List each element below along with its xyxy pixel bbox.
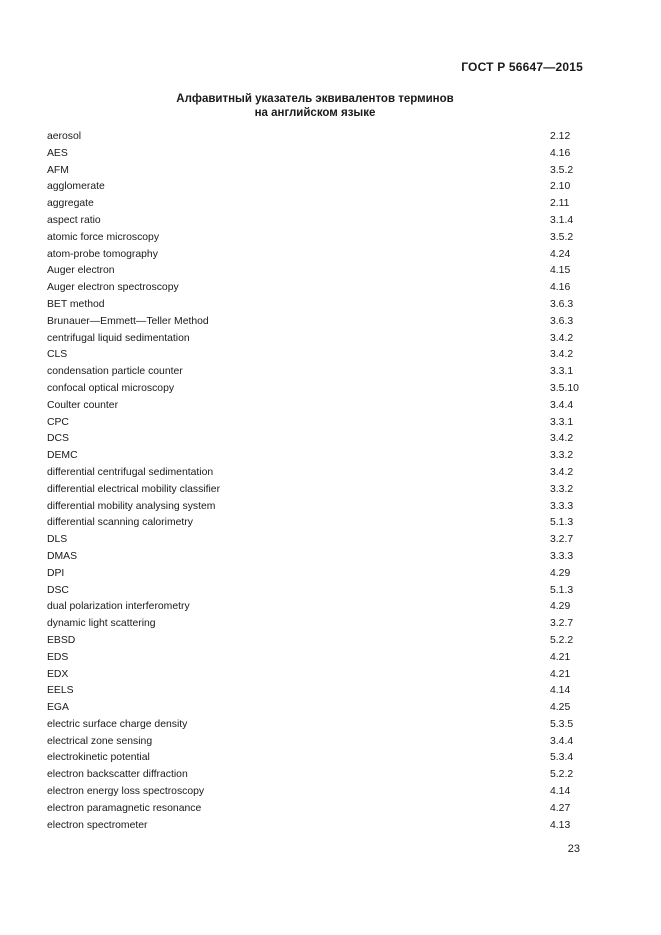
index-entry [47,633,585,650]
index-term: electric surface charge density [47,718,188,730]
index-entry [47,230,585,247]
index-entry [47,616,585,633]
index-section-ref: 4.16 [550,147,571,159]
index-entry [47,213,585,230]
index-term: CLS [47,349,68,361]
index-section-ref: 5.1.3 [550,517,574,529]
index-section-ref: 5.3.5 [550,718,574,730]
index-entry [47,683,585,700]
index-entry [47,381,585,398]
index-term: DLS [47,534,68,546]
index-term: aspect ratio [47,214,101,226]
document-standard-code: ГОСТ Р 56647—2015 [461,60,583,74]
index-term: DMAS [47,550,78,562]
index-section-ref: 5.2.2 [550,634,574,646]
index-entry [47,667,585,684]
index-entry [47,163,585,180]
index-entry [47,818,585,835]
index-entry [47,364,585,381]
index-term: AFM [47,164,69,176]
index-section-ref: 4.25 [550,702,571,714]
index-section-ref: 5.3.4 [550,752,574,764]
index-entry [47,532,585,549]
index-section-ref: 3.4.4 [550,735,574,747]
index-entry [47,297,585,314]
index-entry [47,750,585,767]
index-term: atom-probe tomography [47,248,158,260]
index-section-ref: 5.2.2 [550,769,574,781]
index-section-ref: 3.2.7 [550,618,574,630]
index-term: DPI [47,567,65,579]
index-term: dynamic light scattering [47,618,156,630]
index-term: electron spectrometer [47,819,148,831]
index-term: electrokinetic potential [47,752,150,764]
index-term: electron energy loss spectroscopy [47,786,205,798]
index-section-ref: 3.3.3 [550,550,574,562]
index-entry [47,247,585,264]
index-entry [47,196,585,213]
index-section-ref: 3.3.3 [550,500,574,512]
index-term: differential centrifugal sedimentation [47,466,214,478]
index-term: electrical zone sensing [47,735,153,747]
index-section-ref: 4.29 [550,567,571,579]
index-term: DCS [47,433,69,445]
index-term: condensation particle counter [47,366,183,378]
index-term: DSC [47,584,69,596]
index-term: differential scanning calorimetry [47,517,193,529]
page-title-line-2: на английском языке [254,107,376,119]
index-entry [47,465,585,482]
index-term: Auger electron [47,265,115,277]
index-section-ref: 2.12 [550,131,571,142]
index-term: Auger electron spectroscopy [47,282,179,294]
index-entry [47,767,585,784]
index-entry [47,549,585,566]
index-entry [47,599,585,616]
index-term: agglomerate [47,181,105,193]
index-entry [47,431,585,448]
index-entry [47,263,585,280]
index-entry [47,499,585,516]
index-section-ref: 3.4.2 [550,433,574,445]
index-term: confocal optical microscopy [47,382,175,394]
index-entry [47,482,585,499]
index-section-ref: 4.14 [550,685,571,697]
index-entry [47,515,585,532]
index-section-ref: 3.1.4 [550,214,574,226]
index-entry [47,314,585,331]
index-section-ref: 3.2.7 [550,534,574,546]
index-term: AES [47,147,68,159]
index-section-ref: 3.4.2 [550,349,574,361]
index-term: EBSD [47,634,76,646]
index-section-ref: 4.27 [550,802,571,814]
index-section-ref: 3.5.2 [550,231,574,243]
index-section-ref: 3.4.2 [550,466,574,478]
index-section-ref: 3.5.10 [550,382,579,394]
index-term: EDS [47,651,69,663]
index-entry [47,448,585,465]
index-section-ref: 2.10 [550,181,571,193]
index-section-ref: 3.4.2 [550,332,574,344]
index-section-ref: 4.21 [550,668,571,680]
index-section-ref: 5.1.3 [550,584,574,596]
index-section-ref: 2.11 [550,198,570,210]
index-section-ref: 3.6.3 [550,315,574,327]
index-section-ref: 3.3.1 [550,366,574,378]
index-entry [47,566,585,583]
index-entry [47,415,585,432]
index-section-ref: 3.3.1 [550,416,574,428]
index-entry [47,784,585,801]
index-term: EELS [47,685,74,697]
index-entry [47,650,585,667]
index-term: differential mobility analysing system [47,500,216,512]
index-term: electron paramagnetic resonance [47,802,202,814]
page-number: 23 [567,843,580,855]
index-term: centrifugal liquid sedimentation [47,332,190,344]
index-section-ref: 3.3.2 [550,450,574,462]
index-term: DEMC [47,450,78,462]
index-entry [47,179,585,196]
index-term: dual polarization interferometry [47,601,190,613]
index-term: BET method [47,298,105,310]
index-entry [47,583,585,600]
index-section-ref: 3.5.2 [550,164,574,176]
page-title-line-1: Алфавитный указатель эквивалентов терминов [176,93,454,105]
index-section-ref: 4.29 [550,601,571,613]
page-title [0,92,630,120]
index-term: aerosol [47,131,82,142]
index-section-ref: 3.4.4 [550,399,574,411]
index-section-ref: 4.15 [550,265,571,277]
index-section-ref: 3.3.2 [550,483,574,495]
index-term: aggregate [47,198,94,210]
index-entry [47,146,585,163]
index-section-ref: 4.21 [550,651,571,663]
term-index-list [47,129,585,834]
index-section-ref: 4.24 [550,248,571,260]
index-term: Coulter counter [47,399,119,411]
index-term: Brunauer—Emmett—Teller Method [47,315,209,327]
index-section-ref: 4.14 [550,786,571,798]
index-term: EDX [47,668,69,680]
index-term: differential electrical mobility classifier [47,483,221,495]
index-section-ref: 4.13 [550,819,571,831]
index-term: electron backscatter diffraction [47,769,188,781]
index-entry [47,280,585,297]
index-entry [47,129,585,146]
index-term: EGA [47,702,69,714]
index-entry [47,331,585,348]
index-entry [47,398,585,415]
index-section-ref: 3.6.3 [550,298,574,310]
index-term: CPC [47,416,69,428]
index-term: atomic force microscopy [47,231,160,243]
index-entry [47,717,585,734]
index-entry [47,734,585,751]
index-section-ref: 4.16 [550,282,571,294]
index-entry [47,700,585,717]
index-entry [47,347,585,364]
index-entry [47,801,585,818]
